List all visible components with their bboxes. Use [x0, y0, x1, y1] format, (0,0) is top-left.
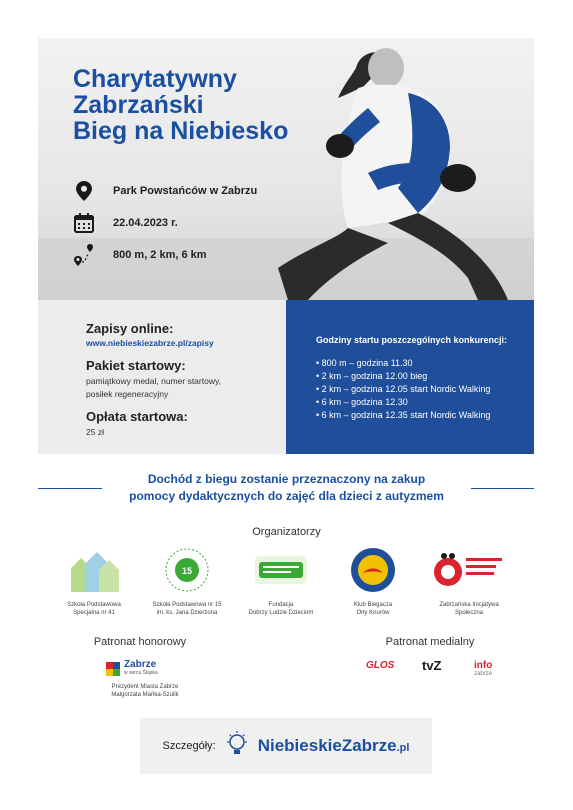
sp41-caption-1: Szkoła Podstawowa [67, 602, 121, 608]
details-label: Szczegóły: [162, 740, 216, 752]
start-time-item: • 6 km – godzina 12.30 [316, 397, 408, 407]
start-time-item: • 2 km – godzina 12.05 start Nordic Walking [316, 384, 491, 394]
brand-suffix: .pl [396, 742, 410, 754]
route-icon [73, 244, 95, 266]
location-text: Park Powstańców w Zabrzu [113, 185, 258, 197]
start-time-item: • 800 m – godzina 11.30 [316, 358, 413, 368]
fundacja-caption-1: Fundacja [268, 602, 294, 608]
start-times-list [316, 357, 530, 422]
date-row [73, 212, 178, 234]
info-logo-sub: zabrze [474, 671, 493, 677]
orly-caption-1: Klub Biegacza [353, 602, 393, 608]
orly-knurow-logo [323, 545, 423, 595]
zabrze-logo-text: Zabrze [124, 659, 157, 670]
organizer-orly [323, 545, 423, 617]
package-text-1: pamiątkowy medal, numer startowy, [86, 376, 221, 386]
honorary-title: Patronat honorowy [93, 636, 187, 648]
lightbulb-icon [226, 731, 248, 762]
title-line-3: Bieg na Niebiesko [73, 117, 289, 145]
donation-message [0, 471, 573, 505]
tvz-logo: tvZ [422, 658, 442, 673]
date-text: 22.04.2023 r. [113, 217, 178, 229]
start-time-item: • 6 km – godzina 12.35 start Nordic Walking [316, 410, 491, 420]
location-pin-icon [73, 180, 95, 202]
distance-text: 800 m, 2 km, 6 km [113, 249, 207, 261]
sp15-caption-1: Szkoła Podstawowa nr 15 [152, 602, 222, 608]
organizer-fundacja [231, 545, 331, 617]
registration-heading: Zapisy online: [86, 321, 174, 336]
zis-caption-2: Społeczna [454, 610, 484, 616]
title-line-2: Zabrzański [73, 91, 204, 119]
info-logo-text: info [474, 660, 493, 671]
calendar-icon [73, 212, 95, 234]
niebieskie-zabrze-brand[interactable] [258, 736, 410, 756]
zis-caption-1: Zabrzańska Inicjatywa [439, 602, 499, 608]
orly-caption-2: Orły Knurów [356, 610, 390, 616]
registration-block [86, 321, 281, 439]
title-line-1: Charytatywny [73, 65, 237, 93]
package-heading: Pakiet startowy: [86, 358, 186, 373]
zabrze-logo [106, 660, 158, 678]
zabrze-logo-sub: w sercu Śląska [124, 670, 158, 676]
zabrze-emblem-icon [106, 662, 120, 676]
honorary-caption [80, 683, 210, 699]
zis-logo [419, 545, 519, 595]
package-text-2: posiłek regeneracyjny [86, 389, 169, 399]
fee-amount: 25 zł [86, 427, 104, 437]
donation-line-1: Dochód z biegu zostanie przeznaczony na zakup [147, 472, 426, 486]
sp15-caption-2: im. ks. Jana Dzierżona [156, 610, 218, 616]
info-zabrze-logo [474, 661, 492, 679]
honorary-caption-1: Prezydent Miasta Zabrze [111, 684, 179, 690]
sp41-caption-2: Specjalna nr 41 [73, 610, 115, 616]
start-times-title: Godziny startu poszczególnych konkurencji: [316, 335, 508, 345]
organizer-zis [419, 545, 519, 617]
organizer-sp15 [137, 545, 237, 617]
registration-link[interactable]: www.niebieskiezabrze.pl/zapisy [86, 338, 214, 348]
distance-row [73, 244, 207, 266]
fee-heading: Opłata startowa: [86, 409, 188, 424]
media-title: Patronat medialny [385, 636, 475, 648]
fundacja-logo [231, 545, 331, 595]
honorary-caption-2: Małgorzata Mańka-Szulik [111, 692, 179, 698]
location-row [73, 180, 257, 202]
organizers-title: Organizatorzy [252, 526, 321, 538]
glos-logo: GLOS [366, 660, 395, 671]
details-bar[interactable] [140, 718, 432, 774]
svg-text:15: 15 [181, 566, 193, 576]
event-title [73, 66, 313, 144]
donation-line-2: pomocy dydaktycznych do zajęć dla dzieci z autyzmem [129, 489, 444, 503]
fundacja-caption-2: Dobrzy Ludzie Dzieciom [248, 610, 314, 616]
start-time-item: • 2 km – godzina 12.00 bieg [316, 371, 428, 381]
sp41-logo [44, 545, 144, 595]
brand-main: NiebieskieZabrze [257, 736, 397, 755]
organizer-sp41 [44, 545, 144, 617]
start-times-block [316, 335, 530, 422]
sp15-logo [137, 545, 237, 595]
